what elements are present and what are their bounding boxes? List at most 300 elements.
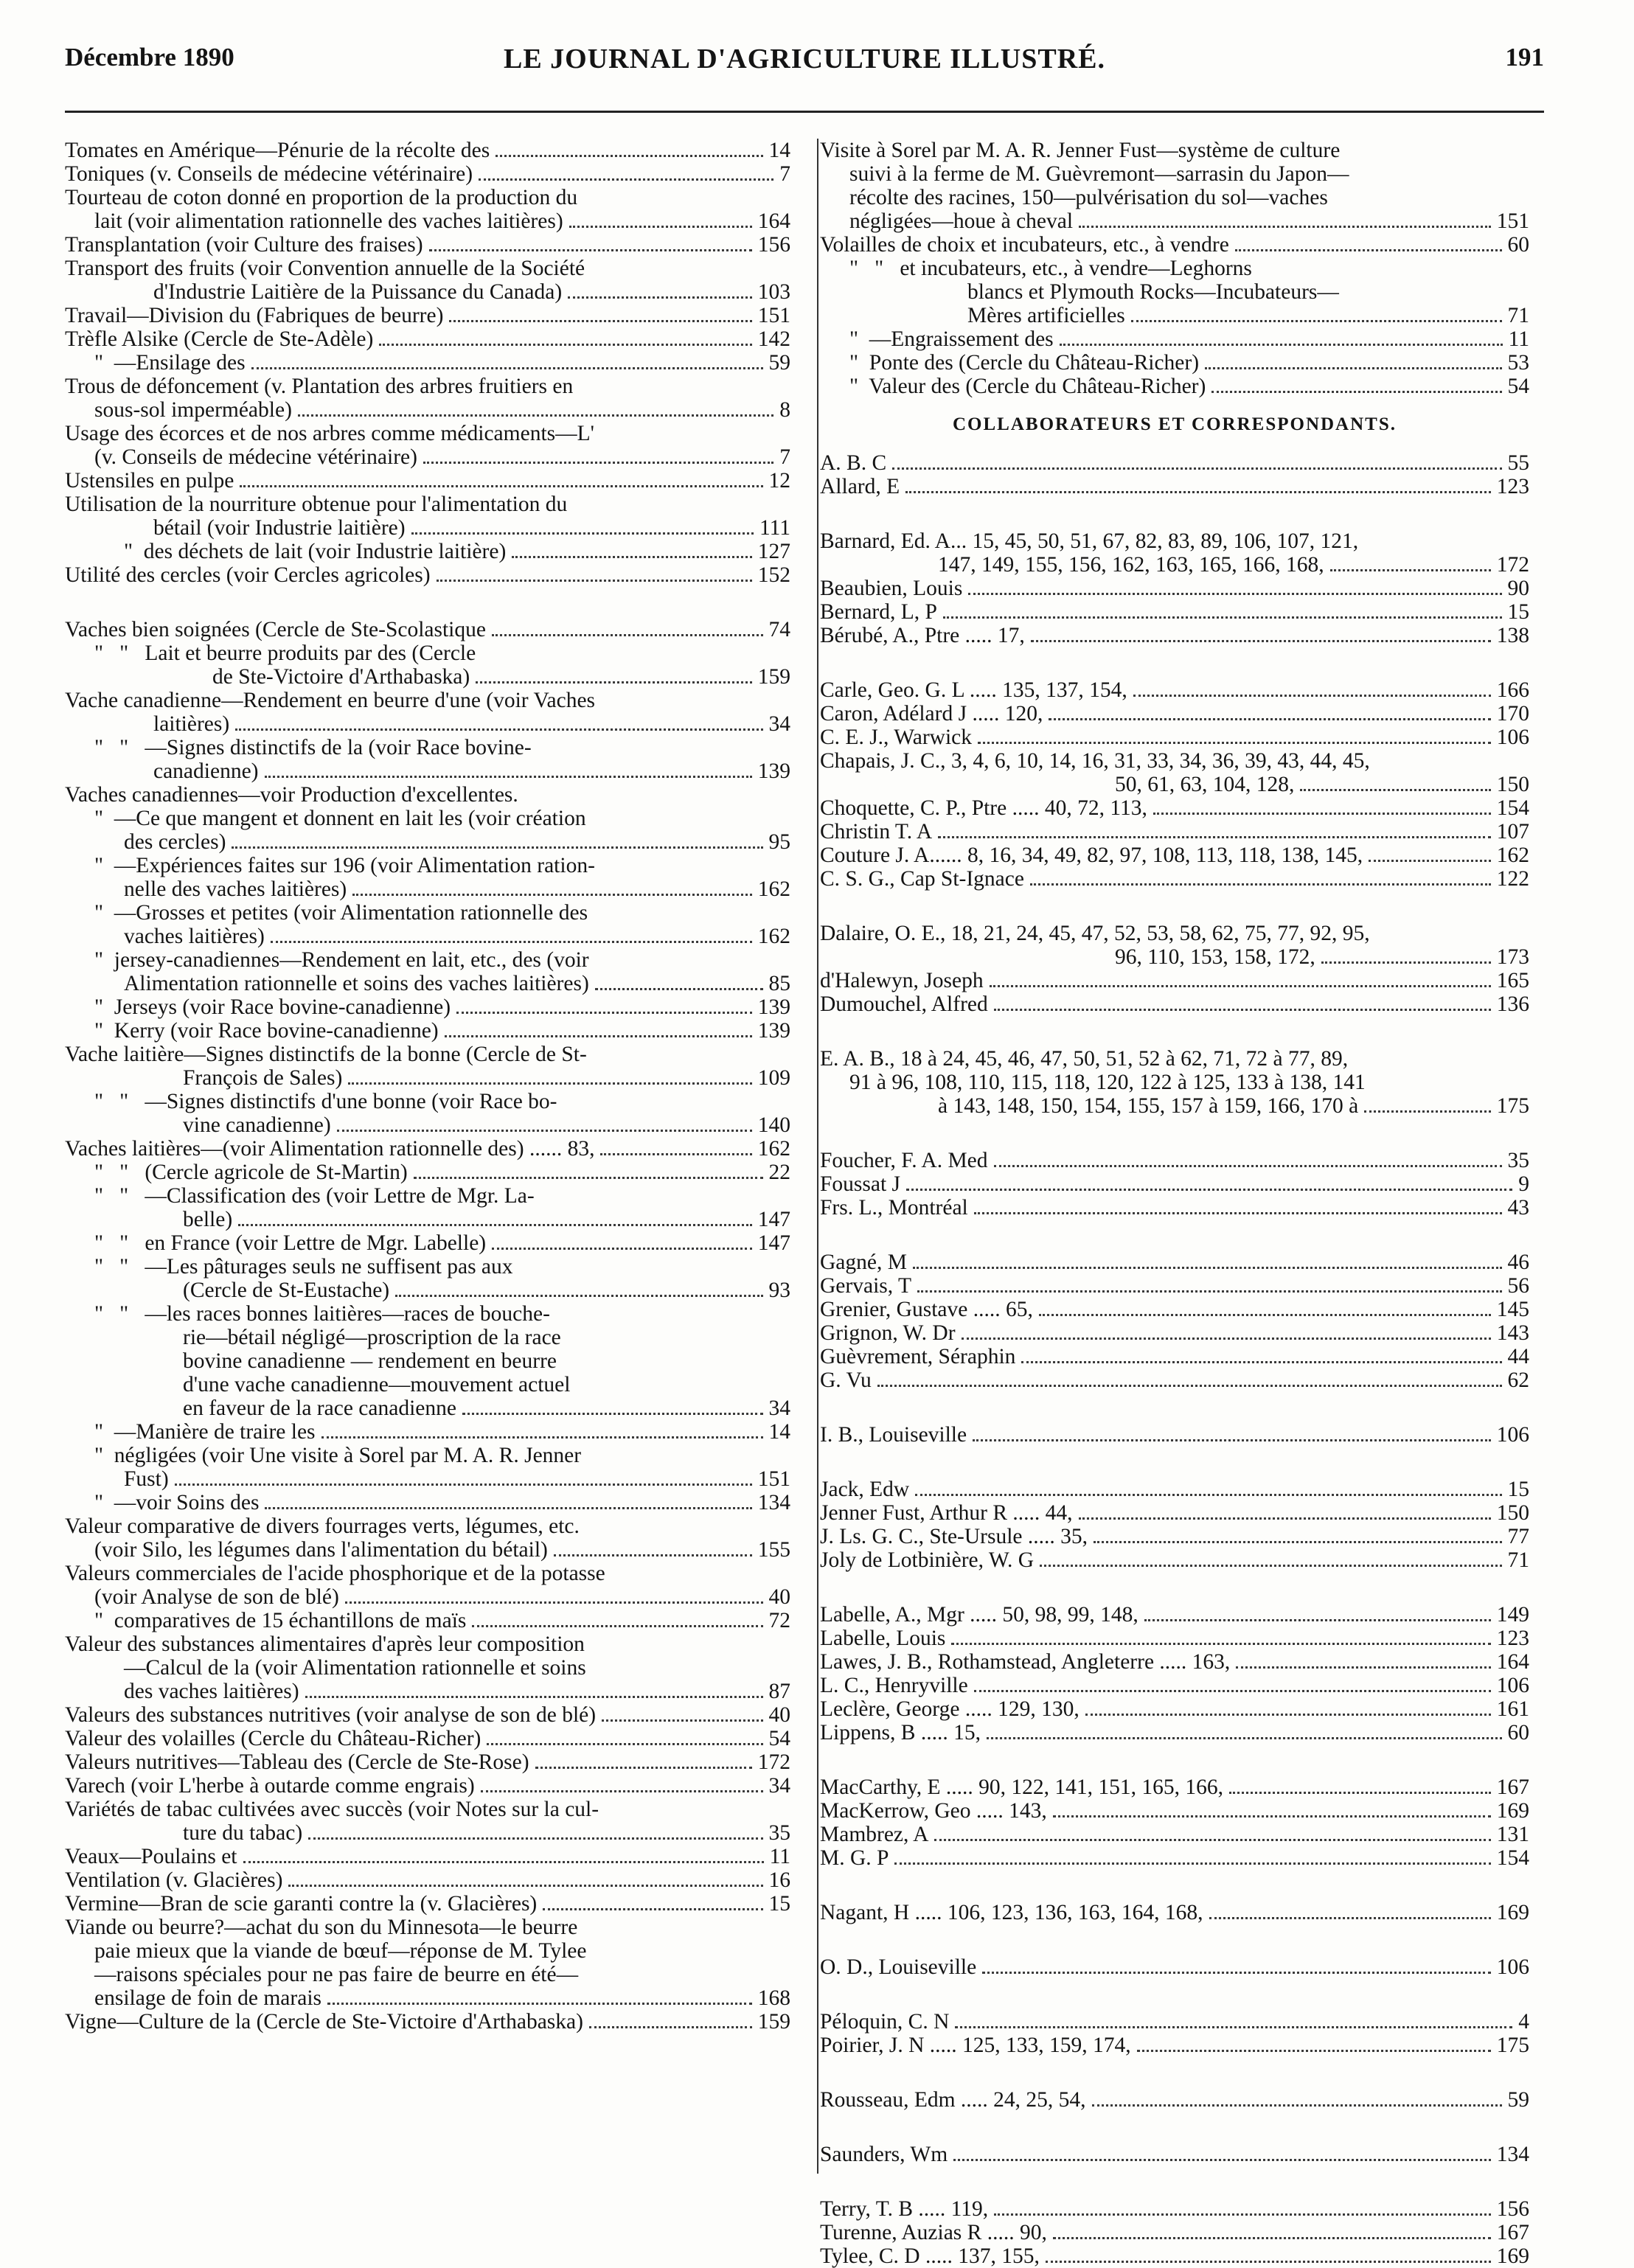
entry-line bbox=[820, 1627, 1529, 1650]
page-ref: 156 bbox=[757, 233, 790, 257]
page-ref: 154 bbox=[1496, 1846, 1529, 1870]
page-ref: 140 bbox=[757, 1113, 790, 1137]
entry-text: Choquette, C. P., Ptre ..... 40, 72, 113, bbox=[820, 796, 1147, 820]
entry-line bbox=[820, 351, 1529, 375]
entry-line bbox=[65, 1491, 790, 1514]
entry-line bbox=[65, 280, 790, 304]
entry-line bbox=[820, 1501, 1529, 1525]
page-ref: 165 bbox=[1496, 969, 1529, 992]
entry-text: sous-sol imperméable) bbox=[94, 398, 292, 422]
page-ref: 122 bbox=[1496, 867, 1529, 891]
index-entry bbox=[65, 375, 790, 422]
dot-leader bbox=[602, 1719, 762, 1722]
entry-text: Jenner Fust, Arthur R ..... 44, bbox=[820, 1501, 1073, 1525]
entry-line bbox=[65, 1514, 790, 1538]
dot-leader bbox=[994, 1009, 1491, 1011]
entry-line bbox=[65, 2010, 790, 2034]
entry-line bbox=[820, 553, 1529, 577]
page-ref: 151 bbox=[757, 304, 790, 327]
entry-text: (voir Silo, les légumes dans l'alimentation du bétail) bbox=[94, 1538, 548, 1562]
index-entry bbox=[65, 1090, 790, 1137]
index-entry bbox=[820, 1548, 1529, 1572]
entry-line bbox=[820, 475, 1529, 498]
entry-line bbox=[65, 1538, 790, 1562]
index-entry bbox=[65, 139, 790, 162]
entry-line bbox=[65, 807, 790, 830]
entry-line bbox=[65, 1302, 790, 1326]
dot-leader bbox=[915, 1494, 1501, 1496]
page-ref: 106 bbox=[1496, 1674, 1529, 1697]
dot-leader bbox=[1039, 1314, 1491, 1316]
index-entry bbox=[65, 422, 790, 469]
page-ref: 107 bbox=[1496, 820, 1529, 843]
entry-line bbox=[820, 992, 1529, 1016]
entry-line bbox=[65, 665, 790, 689]
page-ref: 162 bbox=[1496, 843, 1529, 867]
entry-line bbox=[65, 736, 790, 759]
index-entry bbox=[65, 689, 790, 736]
entry-text: Trous de défoncement (v. Plantation des arbres fruitiers en bbox=[65, 375, 574, 398]
page-ref: 169 bbox=[1496, 1799, 1529, 1823]
entry-text: Transplantation (voir Culture des fraises) bbox=[65, 233, 423, 257]
entry-line bbox=[65, 689, 790, 712]
entry-line bbox=[65, 1137, 790, 1161]
dot-leader bbox=[411, 532, 754, 535]
entry-line bbox=[820, 327, 1529, 351]
index-entry bbox=[820, 375, 1529, 398]
entry-line bbox=[65, 540, 790, 563]
entry-line bbox=[65, 1420, 790, 1444]
index-entry bbox=[820, 678, 1529, 702]
page-ref: 164 bbox=[757, 209, 790, 233]
page-ref: 34 bbox=[768, 1774, 790, 1798]
dot-leader bbox=[243, 1861, 764, 1863]
index-entry bbox=[65, 233, 790, 257]
page-ref: 12 bbox=[768, 469, 790, 493]
entry-text: " " —Classification des (voir Lettre de Mgr. La- bbox=[94, 1184, 535, 1208]
entry-text: Gagné, M bbox=[820, 1250, 907, 1274]
entry-line bbox=[65, 1231, 790, 1255]
entry-text: MacKerrow, Geo ..... 143, bbox=[820, 1799, 1047, 1823]
letter-gap bbox=[820, 1745, 1529, 1775]
index-entry bbox=[820, 600, 1529, 624]
index-entry bbox=[65, 327, 790, 351]
entry-line bbox=[820, 1548, 1529, 1572]
index-entry bbox=[65, 1444, 790, 1491]
entry-text: Trèfle Alsike (Cercle de Ste-Adèle) bbox=[65, 327, 374, 351]
entry-line bbox=[65, 1703, 790, 1727]
entry-text: ensilage de foin de marais bbox=[94, 1986, 321, 2010]
entry-text: à 143, 148, 150, 154, 155, 157 à 159, 166, 170 à bbox=[938, 1094, 1359, 1118]
entry-text: " " (Cercle agricole de St-Martin) bbox=[94, 1161, 408, 1184]
entry-text: Leclère, George ..... 129, 130, bbox=[820, 1697, 1080, 1721]
page-ref: 169 bbox=[1496, 1901, 1529, 1924]
page-ref: 95 bbox=[768, 830, 790, 854]
entry-text: 147, 149, 155, 156, 162, 163, 165, 166, 168, bbox=[938, 553, 1324, 577]
letter-gap bbox=[820, 1979, 1529, 2010]
page-ref: 150 bbox=[1496, 1501, 1529, 1525]
dot-leader bbox=[479, 178, 773, 181]
dot-leader bbox=[1235, 249, 1502, 251]
dot-leader bbox=[240, 485, 762, 487]
entry-text: 50, 61, 63, 104, 128, bbox=[1115, 773, 1295, 796]
index-entry bbox=[65, 351, 790, 375]
page-ref: 106 bbox=[1496, 1955, 1529, 1979]
dot-leader bbox=[982, 1972, 1491, 1974]
entry-text: Terry, T. B ..... 119, bbox=[820, 2197, 989, 2221]
entry-text: Labelle, Louis bbox=[820, 1627, 946, 1650]
index-entry bbox=[820, 1674, 1529, 1697]
page-ref: 54 bbox=[1507, 375, 1529, 398]
dot-leader bbox=[288, 1885, 762, 1887]
entry-line bbox=[65, 1916, 790, 1939]
entry-text: Vigne—Culture de la (Cercle de Ste-Victoire d'Arthabaska) bbox=[65, 2010, 583, 2034]
page-ref: 9 bbox=[1518, 1172, 1529, 1196]
entry-text: " " —Signes distinctifs d'une bonne (voir Race bo- bbox=[94, 1090, 557, 1113]
journal-title: LE JOURNAL D'AGRICULTURE ILLUSTRÉ. bbox=[503, 44, 1105, 74]
entry-text: Lippens, B ..... 15, bbox=[820, 1721, 981, 1745]
entry-line bbox=[820, 1149, 1529, 1172]
entry-text: Rousseau, Edm ..... 24, 25, 54, bbox=[820, 2088, 1086, 2112]
page-ref: 106 bbox=[1496, 726, 1529, 749]
dot-leader bbox=[543, 1908, 762, 1910]
entry-line bbox=[820, 1298, 1529, 1321]
index-entry bbox=[820, 1627, 1529, 1650]
entry-text: Lawes, J. B., Rothamstead, Angleterre ..... 163, bbox=[820, 1650, 1231, 1674]
dot-leader bbox=[589, 2026, 752, 2028]
entry-text: " —Ensilage des bbox=[94, 351, 246, 375]
page-ref: 156 bbox=[1496, 2197, 1529, 2221]
entry-text: " " —Signes distinctifs de la (voir Race bovine- bbox=[94, 736, 532, 759]
page-ref: 169 bbox=[1496, 2244, 1529, 2268]
entry-text: ture du tabac) bbox=[183, 1821, 303, 1845]
index-entry bbox=[820, 2010, 1529, 2034]
letter-gap bbox=[820, 2057, 1529, 2088]
page-ref: 123 bbox=[1496, 1627, 1529, 1650]
entry-text: Alimentation rationnelle et soins des vaches laitières) bbox=[124, 972, 589, 995]
dot-leader bbox=[1300, 789, 1490, 791]
page-ref: 109 bbox=[757, 1066, 790, 1090]
entry-text: C. E. J., Warwick bbox=[820, 726, 973, 749]
index-entry bbox=[820, 992, 1529, 1016]
dot-leader bbox=[987, 1737, 1502, 1739]
entry-text: Poirier, J. N ..... 125, 133, 159, 174, bbox=[820, 2034, 1131, 2057]
dot-leader bbox=[1205, 367, 1501, 369]
page-ref: 14 bbox=[768, 139, 790, 162]
entry-line bbox=[820, 2088, 1529, 2112]
dot-leader bbox=[395, 1295, 762, 1297]
entry-text: belle) bbox=[183, 1208, 233, 1231]
entry-text: " Jerseys (voir Race bovine-canadienne) bbox=[94, 995, 451, 1019]
entry-line bbox=[820, 1901, 1529, 1924]
entry-line bbox=[820, 1650, 1529, 1674]
index-entry bbox=[820, 1955, 1529, 1979]
dot-leader bbox=[305, 1696, 763, 1698]
page-ref: 87 bbox=[768, 1680, 790, 1703]
page-ref: 34 bbox=[768, 1396, 790, 1420]
entry-text: Vaches bien soignées (Cercle de Ste-Scolastique bbox=[65, 618, 486, 641]
entry-text: L. C., Henryville bbox=[820, 1674, 968, 1697]
page-ref: 90 bbox=[1507, 577, 1529, 600]
entry-text: (Cercle de St-Eustache) bbox=[183, 1279, 390, 1302]
entry-text: " —Ce que mangent et donnent en lait les (voir création bbox=[94, 807, 586, 830]
entry-line bbox=[65, 1892, 790, 1916]
page-ref: 131 bbox=[1496, 1823, 1529, 1846]
dot-leader bbox=[595, 988, 763, 990]
page-ref: 142 bbox=[757, 327, 790, 351]
page-ref: 170 bbox=[1496, 702, 1529, 726]
entry-text: Christin T. A bbox=[820, 820, 933, 843]
dot-leader bbox=[1229, 1792, 1491, 1794]
letter-gap bbox=[820, 891, 1529, 922]
page-ref: 143 bbox=[1496, 1321, 1529, 1345]
index-entry bbox=[65, 995, 790, 1019]
index-entry bbox=[65, 1019, 790, 1043]
entry-line bbox=[820, 304, 1529, 327]
index-entry bbox=[65, 162, 790, 186]
entry-text: E. A. B., 18 à 24, 45, 46, 47, 50, 51, 52 à 62, 71, 72 à 77, 89, bbox=[820, 1047, 1349, 1071]
entry-line bbox=[65, 712, 790, 736]
page-ref: 134 bbox=[1496, 2143, 1529, 2166]
entry-text: " " —Les pâturages seuls ne suffisent pas aux bbox=[94, 1255, 513, 1279]
entry-line bbox=[820, 843, 1529, 867]
letter-gap bbox=[820, 498, 1529, 529]
entry-line bbox=[65, 1373, 790, 1396]
letter-gap bbox=[820, 1016, 1529, 1047]
dot-leader bbox=[456, 1012, 752, 1014]
entry-line bbox=[65, 1632, 790, 1656]
header-date: Décembre 1890 bbox=[65, 43, 234, 72]
entry-line bbox=[820, 1603, 1529, 1627]
index-entry bbox=[65, 618, 790, 641]
entry-text: I. B., Louiseville bbox=[820, 1423, 967, 1447]
index-column-right bbox=[820, 139, 1529, 2268]
entry-text: " " et incubateurs, etc., à vendre—Leghorns bbox=[849, 257, 1252, 280]
dot-leader bbox=[1040, 1565, 1501, 1567]
entry-line bbox=[820, 1274, 1529, 1298]
entry-text: Valeur comparative de divers fourrages verts, légumes, etc. bbox=[65, 1514, 580, 1538]
page-ref: 166 bbox=[1496, 678, 1529, 702]
entry-line bbox=[65, 1113, 790, 1137]
entry-line bbox=[820, 577, 1529, 600]
entry-line bbox=[65, 1609, 790, 1632]
dot-leader bbox=[487, 1743, 762, 1745]
page-ref: 147 bbox=[757, 1231, 790, 1255]
page-ref: 4 bbox=[1518, 2010, 1529, 2034]
section-title: COLLABORATEURS ET CORRESPONDANTS. bbox=[953, 414, 1397, 434]
dot-leader bbox=[308, 1837, 762, 1840]
page-ref: 162 bbox=[757, 1137, 790, 1161]
entry-text: bovine canadienne — rendement en beurre bbox=[183, 1349, 557, 1373]
index-entry bbox=[820, 1423, 1529, 1447]
dot-leader bbox=[345, 1601, 763, 1604]
entry-line bbox=[65, 1396, 790, 1420]
entry-text: Valeurs commerciales de l'acide phosphorique et de la potasse bbox=[65, 1562, 605, 1585]
dot-leader bbox=[235, 728, 762, 731]
entry-text: M. G. P bbox=[820, 1846, 889, 1870]
entry-line bbox=[820, 600, 1529, 624]
entry-line bbox=[65, 1585, 790, 1609]
entry-text: " négligées (voir Une visite à Sorel par M. A. R. Jenner bbox=[94, 1444, 582, 1467]
index-entry bbox=[820, 2221, 1529, 2244]
index-entry bbox=[820, 702, 1529, 726]
entry-text: Vaches canadiennes—voir Production d'excellentes. bbox=[65, 783, 518, 807]
entry-line bbox=[820, 529, 1529, 553]
entry-text: " —Manière de traire les bbox=[94, 1420, 316, 1444]
dot-leader bbox=[913, 1267, 1502, 1269]
entry-text: des cercles) bbox=[124, 830, 226, 854]
entry-line bbox=[65, 830, 790, 854]
entry-text: Ustensiles en pulpe bbox=[65, 469, 234, 493]
dot-leader bbox=[894, 1862, 1490, 1865]
dot-leader bbox=[238, 1224, 752, 1226]
entry-line bbox=[65, 327, 790, 351]
entry-line bbox=[65, 1326, 790, 1349]
index-entry bbox=[65, 304, 790, 327]
entry-text: 91 à 96, 108, 110, 115, 118, 120, 122 à 125, 133 à 138, 141 bbox=[849, 1071, 1366, 1094]
dot-leader bbox=[496, 155, 762, 157]
page-ref: 54 bbox=[768, 1727, 790, 1750]
entry-line bbox=[820, 867, 1529, 891]
entry-line bbox=[820, 280, 1529, 304]
index-entry bbox=[65, 1137, 790, 1161]
index-entry bbox=[65, 2010, 790, 2034]
dot-leader bbox=[1094, 1541, 1501, 1543]
entry-line bbox=[65, 422, 790, 445]
page-ref: 77 bbox=[1507, 1525, 1529, 1548]
index-entry bbox=[65, 1562, 790, 1609]
page-ref: 175 bbox=[1496, 2034, 1529, 2057]
index-entry bbox=[65, 1043, 790, 1090]
page-ref: 43 bbox=[1507, 1196, 1529, 1220]
entry-line bbox=[65, 1255, 790, 1279]
entry-text: Ventilation (v. Glacières) bbox=[65, 1868, 283, 1892]
index-entry bbox=[820, 1775, 1529, 1799]
entry-line bbox=[820, 1321, 1529, 1345]
entry-text: récolte des racines, 150—pulvérisation du sol—vaches bbox=[849, 186, 1328, 209]
page-ref: 155 bbox=[757, 1538, 790, 1562]
page-ref: 62 bbox=[1507, 1368, 1529, 1392]
entry-text: " —Engraissement des bbox=[849, 327, 1054, 351]
page-ref: 15 bbox=[768, 1892, 790, 1916]
entry-text: Dalaire, O. E., 18, 21, 24, 45, 47, 52, 53, 58, 62, 75, 77, 92, 95, bbox=[820, 922, 1370, 945]
entry-text: Chapais, J. C., 3, 4, 6, 10, 14, 16, 31, 33, 34, 36, 39, 43, 44, 45, bbox=[820, 749, 1370, 773]
page-ref: 59 bbox=[768, 351, 790, 375]
entry-text: Beaubien, Louis bbox=[820, 577, 963, 600]
index-entry bbox=[65, 1727, 790, 1750]
page-ref: 15 bbox=[1507, 1478, 1529, 1501]
dot-leader bbox=[1053, 2237, 1491, 2239]
index-entry bbox=[65, 641, 790, 689]
entry-text: Carle, Geo. G. L ..... 135, 137, 154, bbox=[820, 678, 1127, 702]
index-entry bbox=[820, 749, 1529, 796]
entry-text: Veaux—Poulains et bbox=[65, 1845, 237, 1868]
entry-text: " des déchets de lait (voir Industrie laitière) bbox=[124, 540, 507, 563]
page-ref: 139 bbox=[757, 995, 790, 1019]
index-entry bbox=[65, 1845, 790, 1868]
entry-line bbox=[65, 1161, 790, 1184]
entry-line bbox=[65, 1750, 790, 1774]
entry-line bbox=[65, 1208, 790, 1231]
page-ref: 154 bbox=[1496, 796, 1529, 820]
entry-text: Barnard, Ed. A... 15, 45, 50, 51, 67, 82, 83, 89, 106, 107, 121, bbox=[820, 529, 1359, 553]
entry-line bbox=[820, 922, 1529, 945]
entry-line bbox=[820, 969, 1529, 992]
entry-text: Saunders, Wm bbox=[820, 2143, 948, 2166]
dot-leader bbox=[951, 1643, 1490, 1645]
index-entry bbox=[820, 867, 1529, 891]
entry-text: C. S. G., Cap St-Ignace bbox=[820, 867, 1024, 891]
page-ref: 151 bbox=[757, 1467, 790, 1491]
entry-line bbox=[65, 877, 790, 901]
dot-leader bbox=[1085, 1714, 1491, 1716]
index-entry bbox=[65, 1161, 790, 1184]
dot-leader bbox=[175, 1483, 752, 1486]
letter-gap bbox=[820, 1392, 1529, 1423]
entry-line bbox=[65, 257, 790, 280]
entry-line bbox=[820, 1094, 1529, 1118]
entry-line bbox=[65, 1656, 790, 1680]
entry-line bbox=[65, 162, 790, 186]
page-ref: 134 bbox=[757, 1491, 790, 1514]
entry-line bbox=[65, 1043, 790, 1066]
page-ref: 71 bbox=[1507, 1548, 1529, 1572]
entry-line bbox=[820, 209, 1529, 233]
entry-text: suivi à la ferme de M. Guèvremont—sarrasin du Japon— bbox=[849, 162, 1349, 186]
index-entry bbox=[65, 1774, 790, 1798]
entry-line bbox=[820, 1345, 1529, 1368]
entry-text: François de Sales) bbox=[183, 1066, 343, 1090]
index-entries-v bbox=[820, 139, 1529, 398]
entry-text: Guèvrement, Séraphin bbox=[820, 1345, 1016, 1368]
index-entry bbox=[65, 1231, 790, 1255]
index-entry bbox=[820, 1196, 1529, 1220]
page-ref: 53 bbox=[1507, 351, 1529, 375]
page-ref: 111 bbox=[759, 516, 790, 540]
index-entry bbox=[820, 233, 1529, 257]
page-ref: 168 bbox=[757, 1986, 790, 2010]
entry-line bbox=[65, 995, 790, 1019]
entry-line bbox=[65, 516, 790, 540]
entry-text: Volailles de choix et incubateurs, etc., à vendre bbox=[820, 233, 1229, 257]
page-ref: 16 bbox=[768, 1868, 790, 1892]
dot-leader bbox=[1092, 2104, 1502, 2107]
entry-line bbox=[65, 1774, 790, 1798]
index-entry bbox=[820, 1823, 1529, 1846]
entry-text: canadienne) bbox=[153, 759, 259, 783]
page-ref: 7 bbox=[779, 445, 790, 469]
entry-line bbox=[820, 1047, 1529, 1071]
page-ref: 106 bbox=[1496, 1423, 1529, 1447]
entry-text: " " —les races bonnes laitières—races de bouche- bbox=[94, 1302, 550, 1326]
entry-line bbox=[65, 972, 790, 995]
index-entry bbox=[820, 1901, 1529, 1924]
letter-gap bbox=[820, 1924, 1529, 1955]
letter-gap bbox=[820, 647, 1529, 678]
page-ref: 46 bbox=[1507, 1250, 1529, 1274]
dot-leader bbox=[337, 1130, 752, 1132]
page-ref: 145 bbox=[1496, 1298, 1529, 1321]
entry-text: Nagant, H ..... 106, 123, 136, 163, 164, 168, bbox=[820, 1901, 1203, 1924]
page-ref: 44 bbox=[1507, 1345, 1529, 1368]
index-entry bbox=[65, 1420, 790, 1444]
page-ref: 59 bbox=[1507, 2088, 1529, 2112]
page-ref: 40 bbox=[768, 1703, 790, 1727]
entry-text: Mères artificielles bbox=[967, 304, 1125, 327]
index-entry bbox=[65, 1491, 790, 1514]
entry-text: Caron, Adélard J ..... 120, bbox=[820, 702, 1043, 726]
index-entry bbox=[820, 451, 1529, 475]
